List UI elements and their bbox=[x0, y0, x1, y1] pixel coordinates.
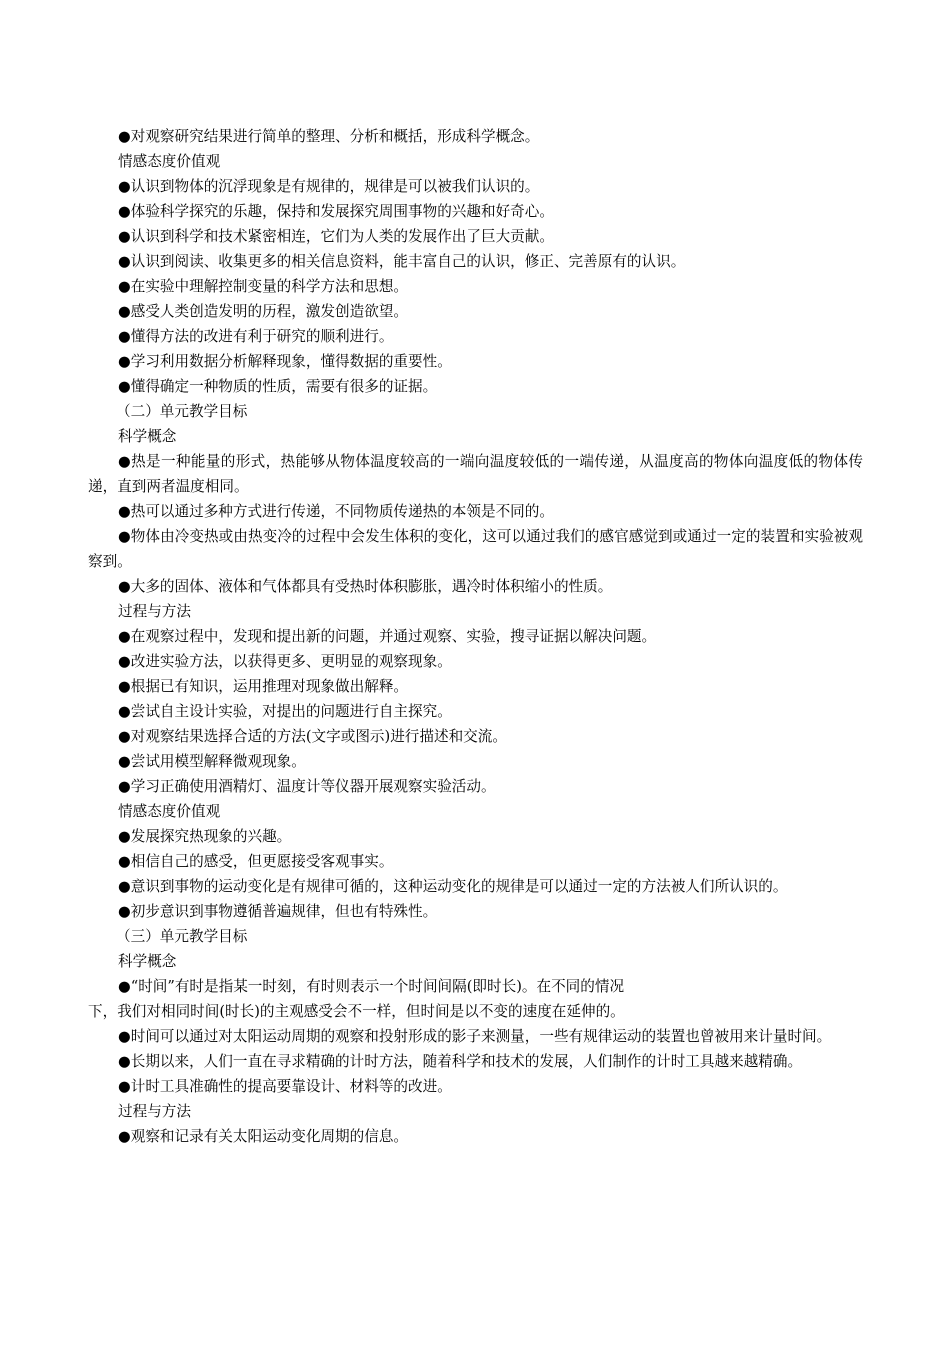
document-body bbox=[88, 124, 863, 1149]
paragraph: ●物体由冷变热或由热变冷的过程中会发生体积的变化，这可以通过我们的感官感觉到或通过一定的装置和实验被观察到。 bbox=[88, 528, 863, 570]
paragraph: ●学习正确使用酒精灯、温度计等仪器开展观察实验活动。 bbox=[118, 778, 496, 795]
paragraph: ●体验科学探究的乐趣，保持和发展探究周围事物的兴趣和好奇心。 bbox=[118, 203, 554, 220]
paragraph: ●对观察研究结果进行简单的整理、分析和概括，形成科学概念。 bbox=[118, 128, 540, 145]
paragraph: ●认识到物体的沉浮现象是有规律的，规律是可以被我们认识的。 bbox=[118, 178, 540, 195]
paragraph: ●长期以来，人们一直在寻求精确的计时方法，随着科学和技术的发展，人们制作的计时工具越来越精确。 bbox=[118, 1053, 803, 1070]
paragraph: ●初步意识到事物遵循普遍规律，但也有特殊性。 bbox=[118, 903, 438, 920]
section-heading: 情感态度价值观 bbox=[118, 803, 221, 820]
paragraph: ●相信自己的感受，但更愿接受客观事实。 bbox=[118, 853, 394, 870]
paragraph: 下，我们对相同时间(时长)的主观感受会不一样，但时间是以不变的速度在延伸的。 bbox=[88, 1003, 625, 1020]
paragraph: ●发展探究热现象的兴趣。 bbox=[118, 828, 292, 845]
paragraph: ●“时间”有时是指某一时刻，有时则表示一个时间间隔(即时长)。在不同的情况 bbox=[118, 978, 625, 995]
section-heading: 过程与方法 bbox=[118, 603, 191, 620]
section-heading: 情感态度价值观 bbox=[118, 153, 221, 170]
paragraph: ●改进实验方法，以获得更多、更明显的观察现象。 bbox=[118, 653, 452, 670]
section-heading: 科学概念 bbox=[118, 428, 177, 445]
paragraph: ●懂得确定一种物质的性质，需要有很多的证据。 bbox=[118, 378, 438, 395]
paragraph: ●根据已有知识，运用推理对现象做出解释。 bbox=[118, 678, 409, 695]
paragraph: ●懂得方法的改进有利于研究的顺利进行。 bbox=[118, 328, 394, 345]
paragraph: ●感受人类创造发明的历程，激发创造欲望。 bbox=[118, 303, 409, 320]
section-heading: （二）单元教学目标 bbox=[116, 403, 248, 420]
paragraph: ●大多的固体、液体和气体都具有受热时体积膨胀，遇冷时体积缩小的性质。 bbox=[118, 578, 613, 595]
paragraph: ●热可以通过多种方式进行传递，不同物质传递热的本领是不同的。 bbox=[118, 503, 554, 520]
paragraph: ●时间可以通过对太阳运动周期的观察和投射形成的影子来测量，一些有规律运动的装置也曾被用来计量时间。 bbox=[118, 1028, 832, 1045]
section-heading: 过程与方法 bbox=[118, 1103, 191, 1120]
section-heading: 科学概念 bbox=[118, 953, 177, 970]
paragraph: ●在实验中理解控制变量的科学方法和思想。 bbox=[118, 278, 409, 295]
section-heading: （三）单元教学目标 bbox=[116, 928, 248, 945]
paragraph: ●观察和记录有关太阳运动变化周期的信息。 bbox=[118, 1128, 409, 1145]
paragraph: ●热是一种能量的形式，热能够从物体温度较高的一端向温度较低的一端传递，从温度高的物体向温度低的物体传递，直到两者温度相同。 bbox=[88, 453, 863, 495]
paragraph: ●计时工具准确性的提高要靠设计、材料等的改进。 bbox=[118, 1078, 452, 1095]
paragraph: ●意识到事物的运动变化是有规律可循的，这种运动变化的规律是可以通过一定的方法被人们所认识的。 bbox=[118, 878, 788, 895]
paragraph: ●尝试自主设计实验，对提出的问题进行自主探究。 bbox=[118, 703, 452, 720]
paragraph: ●学习利用数据分析解释现象，懂得数据的重要性。 bbox=[118, 353, 452, 370]
paragraph: ●认识到科学和技术紧密相连，它们为人类的发展作出了巨大贡献。 bbox=[118, 228, 554, 245]
paragraph: ●在观察过程中，发现和提出新的问题，并通过观察、实验，搜寻证据以解决问题。 bbox=[118, 628, 657, 645]
paragraph: ●对观察结果选择合适的方法(文字或图示)进行描述和交流。 bbox=[118, 728, 507, 745]
paragraph: ●认识到阅读、收集更多的相关信息资料，能丰富自己的认识，修正、完善原有的认识。 bbox=[118, 253, 686, 270]
paragraph: ●尝试用模型解释微观现象。 bbox=[118, 753, 306, 770]
